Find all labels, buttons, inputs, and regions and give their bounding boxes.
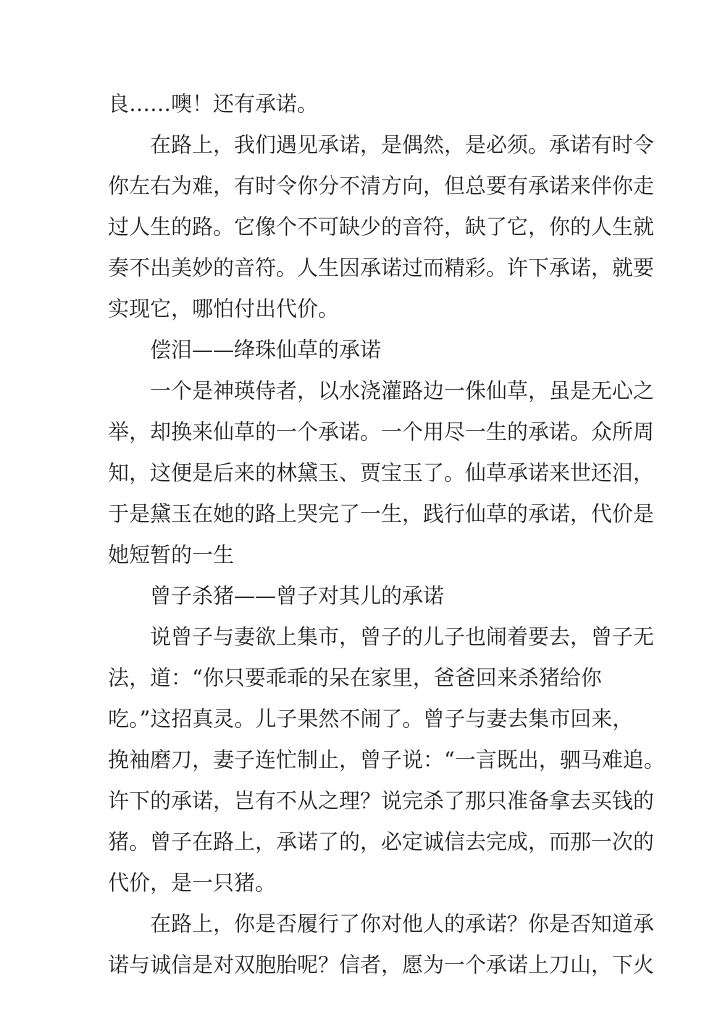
paragraph-line: 一个是神瑛侍者，以水浇灌路边一侏仙草，虽是无心之: [150, 379, 654, 403]
paragraph-line: 许下的承诺，岂有不从之理？说完杀了那只准备拿去买钱的: [108, 789, 654, 813]
paragraph-line: 诺与诚信是对双胞胎呢？信者，愿为一个承诺上刀山，下火: [108, 953, 654, 977]
paragraph-line: 你左右为难，有时令你分不清方向，但总要有承诺来伴你走: [108, 174, 654, 198]
paragraph-line: 说曾子与妻欲上集市，曾子的儿子也闹着要去，曾子无: [150, 625, 654, 649]
paragraph-line: 过人生的路。它像个不可缺少的音符，缺了它，你的人生就: [108, 215, 654, 239]
paragraph-line: 在路上，你是否履行了你对他人的承诺？你是否知道承: [150, 912, 654, 936]
paragraph-line: 良……噢！还有承诺。: [108, 92, 318, 116]
section-heading: 曾子杀猪——曾子对其儿的承诺: [150, 584, 444, 608]
paragraph-line: 实现它，哪怕付出代价。: [108, 297, 339, 321]
paragraph-line: 法，道：“你只要乖乖的呆在家里，爸爸回来杀猪给你: [108, 666, 602, 690]
paragraph-line: 奏不出美妙的音符。人生因承诺过而精彩。许下承诺，就要: [108, 256, 654, 280]
paragraph-line: 知，这便是后来的林黛玉、贾宝玉了。仙草承诺来世还泪，: [108, 461, 654, 485]
paragraph-line: 吃。”这招真灵。儿子果然不闹了。曾子与妻去集市回来，: [108, 707, 634, 731]
paragraph-line: 于是黛玉在她的路上哭完了一生，践行仙草的承诺，代价是: [108, 502, 654, 526]
paragraph-line: 在路上，我们遇见承诺，是偶然，是必须。承诺有时令: [150, 133, 654, 157]
paragraph-line: 猪。曾子在路上，承诺了的，必定诚信去完成，而那一次的: [108, 830, 654, 854]
section-heading: 偿泪——绛珠仙草的承诺: [150, 338, 381, 362]
paragraph-line: 她短暂的一生: [108, 543, 234, 567]
paragraph-line: 挽袖磨刀，妻子连忙制止，曾子说：“一言既出，驷马难追。: [108, 748, 665, 772]
paragraph-line: 代价，是一只猪。: [108, 871, 276, 895]
paragraph-line: 举，却换来仙草的一个承诺。一个用尽一生的承诺。众所周: [108, 420, 654, 444]
